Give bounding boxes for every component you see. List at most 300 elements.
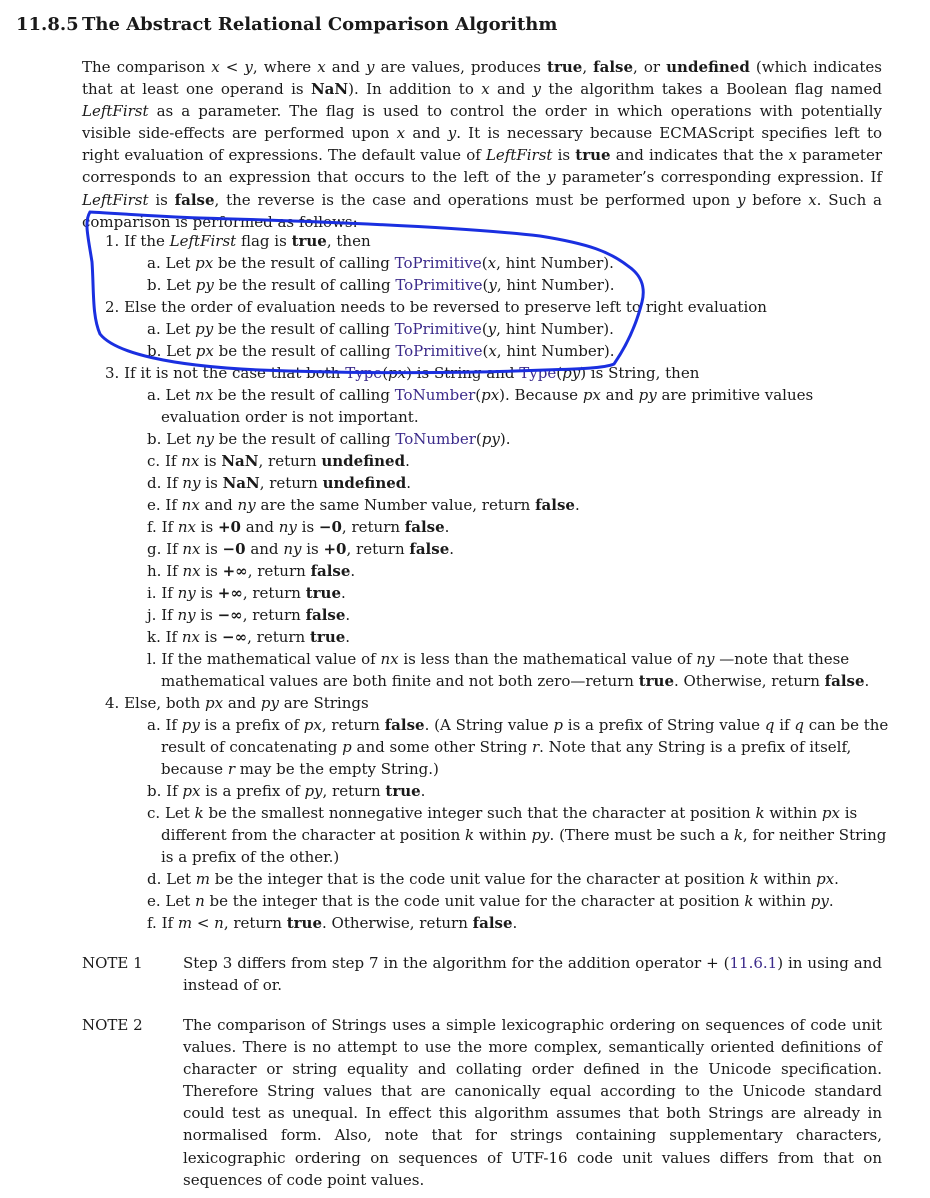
bold-term: true — [291, 232, 327, 250]
italic-term: py — [810, 892, 829, 910]
italic-term: nx — [195, 386, 214, 404]
bold-term: false — [404, 518, 445, 536]
italic-term: px — [481, 386, 500, 404]
text-run: ). In addition to — [348, 80, 482, 99]
italic-term: x — [788, 146, 798, 165]
text-run: be the result of calling — [213, 276, 396, 294]
substep-4-a — [105, 714, 895, 780]
text-run: , return — [341, 518, 405, 536]
substep-3-k — [105, 626, 895, 648]
substep-label: l. — [147, 650, 157, 668]
note-2 — [82, 1014, 882, 1191]
section-heading — [16, 14, 557, 35]
text-run: , return — [322, 782, 386, 800]
text-run: If — [156, 606, 178, 624]
text-run: is — [200, 562, 223, 580]
substep-label: a. — [147, 716, 161, 734]
text-run: The comparison of Strings uses a simple lexicographic ordering on sequences of code unit values. There is no attempt to use the more complex, semantically oriented definitions of character or string equality and collating order defined in the Unicode specification. Therefore String values that are canonically equal according to the Unicode standard could test as unequal. In effect this algorithm assumes that both Strings are already in normalised form. Also, note that for strings containing supplementary characters, lexicographic ordering on sequences of UTF-16 code unit values differs from that on sequences of code point values. — [183, 1016, 882, 1189]
substep-label: f. — [147, 518, 157, 536]
italic-term: k — [755, 804, 765, 822]
italic-term: nx — [181, 452, 200, 470]
text-run: be the result of calling — [213, 386, 395, 404]
italic-term: x — [487, 254, 497, 272]
italic-term: k — [733, 826, 743, 844]
text-run: is less than the mathematical value of — [398, 650, 697, 668]
italic-term: LeftFirst — [485, 146, 553, 165]
italic-term: ny — [195, 430, 214, 448]
text-run: and — [405, 124, 448, 143]
text-run: ( — [482, 342, 489, 360]
text-run: before — [745, 190, 809, 209]
text-run: Let — [160, 386, 196, 404]
italic-term: y — [244, 58, 253, 76]
italic-term: n — [195, 892, 205, 910]
substep-3-a — [105, 384, 895, 428]
text-run: . — [864, 672, 870, 690]
text-run: . — [512, 914, 518, 932]
text-run: ( — [475, 430, 482, 448]
italic-term: ny — [696, 650, 715, 668]
text-run: . — [449, 540, 455, 558]
italic-term: y — [487, 320, 497, 338]
text-run: Let — [160, 804, 195, 822]
bold-term: true — [385, 782, 421, 800]
note-1-label: NOTE 1 — [82, 954, 143, 972]
text-run: If it is not the case that both — [119, 364, 346, 382]
text-run: . Such a comparison is performed as follows: — [82, 190, 882, 231]
text-run: Let — [161, 870, 196, 888]
bold-term: false — [174, 190, 215, 209]
bold-term: +∞ — [217, 584, 243, 602]
step-2 — [105, 296, 895, 318]
italic-term: nx — [181, 628, 200, 646]
text-run: . — [420, 782, 426, 800]
text-run: is — [195, 584, 218, 602]
text-run: is — [200, 540, 223, 558]
italic-term: x — [317, 58, 326, 76]
substep-label: d. — [147, 474, 162, 492]
text-run: Step 3 differs from step 7 in the algorithm for the addition operator + ( — [183, 954, 730, 972]
text-run: . — [345, 606, 351, 624]
text-run: Let — [161, 342, 196, 360]
text-run: ( — [475, 386, 482, 404]
text-run: and — [489, 80, 533, 99]
italic-term: r — [227, 760, 235, 778]
substep-label: a. — [147, 320, 161, 338]
text-run: . Otherwise, return — [321, 914, 473, 932]
bold-term: NaN — [221, 452, 259, 470]
text-run: . — [574, 496, 580, 514]
substep-2-b — [105, 340, 895, 362]
text-run: Let — [160, 892, 196, 910]
substep-4-b — [105, 780, 895, 802]
italic-term: px — [816, 870, 835, 888]
intro-paragraph — [82, 56, 882, 233]
text-run: Let — [160, 254, 196, 272]
bold-term: undefined — [666, 58, 750, 76]
bold-term: true — [547, 58, 583, 76]
text-run: ( — [481, 254, 488, 272]
bold-term: +∞ — [222, 562, 248, 580]
algorithm-steps — [105, 230, 895, 934]
text-run: , return — [258, 452, 322, 470]
text-run: , for neither String is a prefix of the other.) — [161, 826, 887, 866]
italic-term: y — [532, 80, 542, 99]
italic-term: py — [481, 430, 500, 448]
italic-term: x — [396, 124, 406, 143]
spec-link[interactable]: ToPrimitive — [394, 320, 482, 338]
text-run: , return — [247, 628, 310, 646]
substep-label: g. — [147, 540, 162, 558]
text-run: and — [199, 496, 238, 514]
step-3 — [105, 362, 895, 384]
text-run: ) in using and instead of or. — [183, 954, 882, 995]
text-run: ( — [382, 364, 389, 382]
substep-label: f. — [147, 914, 157, 932]
substep-3-f — [105, 516, 895, 538]
italic-term: LeftFirst — [82, 102, 149, 121]
text-run: . (There must be such a — [549, 826, 734, 844]
text-run: ( — [481, 320, 488, 338]
text-run: and — [240, 518, 279, 536]
section-title: The Abstract Relational Comparison Algorithm — [82, 14, 558, 35]
italic-term: x — [808, 190, 817, 209]
bold-term: false — [305, 606, 346, 624]
text-run: is — [200, 474, 223, 492]
substep-label: b. — [147, 782, 162, 800]
text-run: . Otherwise, return — [673, 672, 825, 690]
text-run: , where — [252, 58, 318, 76]
note-2-body — [183, 1014, 882, 1191]
italic-term: y — [447, 124, 457, 143]
substep-1-b — [105, 274, 895, 296]
text-run: , return — [259, 474, 323, 492]
substep-3-l — [105, 648, 895, 692]
text-run: Let — [161, 276, 196, 294]
substep-label: e. — [147, 892, 161, 910]
text-run: be the result of calling — [213, 430, 396, 448]
text-run: If — [161, 782, 183, 800]
step-4 — [105, 692, 895, 714]
text-run: The comparison — [82, 58, 212, 76]
italic-term: py — [195, 320, 214, 338]
italic-term: x — [488, 342, 497, 360]
text-run: may be the empty String.) — [235, 760, 439, 778]
text-run: is different from the character at position — [161, 804, 858, 844]
italic-term: py — [638, 386, 657, 404]
text-run: —note that these mathematical values are both finite and not both zero—return — [161, 650, 850, 690]
text-run: ( — [556, 364, 563, 382]
italic-term: q — [794, 716, 804, 734]
text-run: . — [444, 518, 450, 536]
text-run: parameter corresponds to an expression that occurs to the left of the — [82, 146, 883, 187]
text-run: If the — [119, 232, 170, 250]
step-number: 3. — [105, 364, 120, 382]
substep-label: b. — [147, 342, 162, 360]
bold-term: false — [472, 914, 513, 932]
step-number: 2. — [105, 298, 120, 316]
italic-term: m — [177, 914, 193, 932]
text-run: . — [405, 452, 410, 470]
text-run: ( — [482, 276, 489, 294]
substep-label: k. — [147, 628, 161, 646]
text-run: is — [195, 606, 218, 624]
bold-term: false — [310, 562, 351, 580]
text-run: (which indicates that at least one operand is — [82, 58, 882, 99]
italic-term: q — [764, 716, 775, 734]
text-run: . Note that any String is a prefix of itself, because — [161, 738, 852, 778]
italic-term: ny — [237, 496, 256, 514]
text-run: is a prefix of — [200, 782, 305, 800]
italic-term: py — [195, 276, 214, 294]
text-run: If — [156, 914, 178, 932]
text-run: is — [195, 518, 218, 536]
text-run: If — [161, 474, 183, 492]
italic-term: ny — [177, 584, 196, 602]
italic-term: py — [304, 782, 323, 800]
text-run: Else the order of evaluation needs to be reversed to preserve left to right evaluation — [119, 298, 767, 316]
substep-label: b. — [147, 430, 162, 448]
bold-term: undefined — [321, 452, 406, 470]
text-run: Let — [161, 430, 196, 448]
text-run: , hint Number). — [496, 320, 614, 338]
bold-term: +0 — [323, 540, 347, 558]
text-run: ) is String and — [406, 364, 520, 382]
text-run: , return — [242, 584, 306, 602]
italic-term: nx — [182, 540, 201, 558]
spec-link[interactable]: ToPrimitive — [395, 276, 483, 294]
text-run: be the integer that is the code unit value for the character at position — [204, 892, 745, 910]
text-run: within — [764, 804, 822, 822]
italic-term: y — [736, 190, 746, 209]
substep-2-a — [105, 318, 895, 340]
substep-label: c. — [147, 804, 161, 822]
bold-term: −0 — [318, 518, 342, 536]
text-run: If — [160, 452, 182, 470]
italic-term: k — [749, 870, 759, 888]
spec-link[interactable]: Type — [519, 364, 557, 382]
bold-term: false — [824, 672, 865, 690]
text-run: and indicates that the — [610, 146, 789, 165]
substep-1-a — [105, 252, 895, 274]
spec-link[interactable]: ToPrimitive — [395, 342, 483, 360]
text-run: If — [156, 518, 178, 536]
italic-term: ny — [177, 606, 196, 624]
bold-term: false — [409, 540, 450, 558]
spec-link[interactable]: ToNumber — [395, 430, 476, 448]
text-run: parameter’s corresponding expression. If — [555, 168, 882, 187]
text-run: , return — [223, 914, 287, 932]
italic-term: nx — [182, 562, 201, 580]
text-run: . (A String value — [424, 716, 554, 734]
text-run: , hint Number). — [496, 276, 615, 294]
text-run: is — [296, 518, 319, 536]
text-run: , then — [326, 232, 371, 250]
italic-term: ny — [283, 540, 302, 558]
text-run: . — [341, 584, 346, 602]
text-run: can be the result of concatenating — [161, 716, 889, 756]
italic-term: k — [744, 892, 754, 910]
italic-term: y — [547, 168, 556, 187]
italic-term: px — [205, 694, 224, 712]
italic-term: x — [481, 80, 490, 99]
text-run: If — [156, 584, 178, 602]
substep-label: c. — [147, 452, 161, 470]
substep-3-b — [105, 428, 895, 450]
italic-term: px — [388, 364, 407, 382]
bold-term: +0 — [217, 518, 241, 536]
italic-term: py — [562, 364, 581, 382]
text-run: within — [474, 826, 532, 844]
text-run: If the mathematical value of — [156, 650, 381, 668]
substep-label: d. — [147, 870, 162, 888]
substep-label: a. — [147, 386, 161, 404]
text-run: is — [148, 190, 175, 209]
substep-3-j — [105, 604, 895, 626]
text-run: . — [345, 628, 351, 646]
substep-label: j. — [147, 606, 157, 624]
text-run: and — [325, 58, 367, 76]
text-run: . — [828, 892, 834, 910]
bold-term: −0 — [222, 540, 246, 558]
bold-term: undefined — [322, 474, 407, 492]
italic-term: ny — [278, 518, 297, 536]
text-run: are the same Number value, return — [255, 496, 536, 514]
note-1 — [82, 952, 882, 996]
italic-term: px — [195, 342, 214, 360]
text-run: ) is String, then — [580, 364, 700, 382]
substep-3-e — [105, 494, 895, 516]
bold-term: false — [593, 58, 634, 76]
substep-label: i. — [147, 584, 157, 602]
text-run: , the reverse is the case and operations must be performed upon — [214, 190, 737, 209]
bold-term: true — [638, 672, 674, 690]
spec-link[interactable]: 11.6.1 — [729, 954, 778, 972]
text-run: , — [582, 58, 594, 76]
italic-term: LeftFirst — [82, 190, 149, 209]
text-run: . It is necessary because ECMAScript specifies left to right evaluation of expressions. The default value of — [82, 124, 883, 165]
text-run: If — [161, 540, 183, 558]
text-run: and — [600, 386, 639, 404]
italic-term: py — [181, 716, 200, 734]
text-run: be the smallest nonnegative integer such that the character at position — [203, 804, 756, 822]
text-run: within — [758, 870, 817, 888]
note-2-label: NOTE 2 — [82, 1016, 143, 1034]
substep-3-h — [105, 560, 895, 582]
text-run: , return — [321, 716, 385, 734]
step-1 — [105, 230, 895, 252]
bold-term: true — [309, 628, 346, 646]
bold-term: false — [384, 716, 425, 734]
text-run: . — [350, 562, 356, 580]
text-run: and some other String — [351, 738, 532, 756]
text-run: is a prefix of String value — [563, 716, 765, 734]
text-run: If — [160, 628, 182, 646]
italic-term: nx — [380, 650, 399, 668]
italic-term: px — [821, 804, 840, 822]
italic-term: k — [465, 826, 475, 844]
substep-3-c — [105, 450, 895, 472]
text-run: Else, both — [119, 694, 206, 712]
italic-term: r — [531, 738, 540, 756]
bold-term: true — [305, 584, 341, 602]
substep-3-i — [105, 582, 895, 604]
spec-link[interactable]: ToPrimitive — [394, 254, 482, 272]
text-run: as a parameter. The flag is used to control the order in which operations with potentially visible side-effects are performed upon — [82, 102, 882, 143]
bold-term: true — [575, 146, 611, 165]
bold-term: false — [535, 496, 575, 514]
italic-term: px — [182, 782, 201, 800]
text-run: , hint Number). — [496, 254, 614, 272]
bold-term: NaN — [222, 474, 260, 492]
italic-term: k — [194, 804, 204, 822]
substep-4-d — [105, 868, 895, 890]
italic-term: p — [342, 738, 352, 756]
text-run: If — [160, 716, 182, 734]
italic-term: y — [488, 276, 497, 294]
text-run: Let — [160, 320, 196, 338]
substep-label: b. — [147, 276, 162, 294]
text-run: are Strings — [278, 694, 369, 712]
substep-4-c — [105, 802, 895, 868]
italic-term: LeftFirst — [169, 232, 237, 250]
text-run: . — [406, 474, 412, 492]
bold-term: −∞ — [222, 628, 248, 646]
italic-term: py — [531, 826, 550, 844]
substep-label: e. — [147, 496, 161, 514]
substep-label: a. — [147, 254, 161, 272]
text-run: and — [223, 694, 261, 712]
step-number: 4. — [105, 694, 120, 712]
text-run: If — [161, 562, 183, 580]
text-run: be the result of calling — [213, 254, 395, 272]
text-run: is — [199, 452, 222, 470]
italic-term: px — [195, 254, 214, 272]
text-run: is — [301, 540, 324, 558]
italic-term: nx — [181, 496, 200, 514]
italic-term: p — [553, 716, 564, 734]
note-1-body — [183, 952, 882, 996]
text-run: flag is — [236, 232, 292, 250]
italic-term: py — [260, 694, 279, 712]
italic-term: nx — [177, 518, 196, 536]
text-run: . — [834, 870, 839, 888]
italic-term: n — [214, 914, 224, 932]
text-run: , return — [242, 606, 306, 624]
text-run: < — [192, 914, 215, 932]
text-run: , hint Number). — [496, 342, 615, 360]
italic-term: px — [303, 716, 322, 734]
bold-term: true — [286, 914, 322, 932]
text-run: , return — [346, 540, 410, 558]
text-run: is — [200, 628, 223, 646]
italic-term: x — [211, 58, 220, 76]
text-run: be the result of calling — [213, 342, 396, 360]
text-run: If — [160, 496, 182, 514]
section-number: 11.8.5 — [16, 14, 79, 35]
spec-link[interactable]: Type — [345, 364, 383, 382]
spec-link[interactable]: ToNumber — [394, 386, 476, 404]
substep-4-f — [105, 912, 895, 934]
text-run: , return — [247, 562, 311, 580]
text-run: are values, produces — [374, 58, 548, 76]
italic-term: m — [195, 870, 211, 888]
text-run: if — [774, 716, 795, 734]
text-run: be the result of calling — [213, 320, 395, 338]
italic-term: ny — [182, 474, 201, 492]
text-run: within — [753, 892, 811, 910]
bold-term: NaN — [310, 80, 349, 99]
